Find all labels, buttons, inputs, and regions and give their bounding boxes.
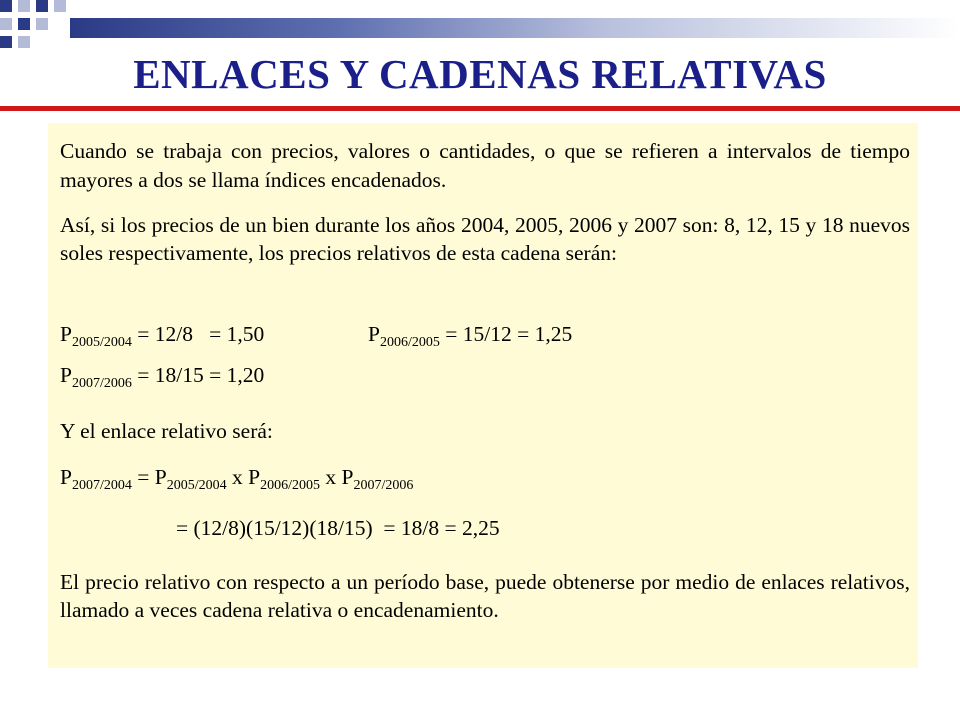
equation-result: = 18/15 = 1,20 [131,363,265,387]
paragraph-conclusion: El precio relativo con respecto a un período base, puede obtenerse por medio de enlaces relativos, llamado a veces cadena relativa o encadenamiento. [60,570,910,622]
corner-square [0,0,12,12]
chain-symbol: P [154,465,167,489]
equation-subscript: 2005/2004 [71,335,132,350]
corner-square [0,36,12,48]
chain-subscript: 2007/2004 [71,478,132,493]
header-gradient-band [70,18,960,38]
equation-subscript: 2006/2005 [379,335,440,350]
equation-p2005-2004 [60,322,264,351]
chain-symbol: P [60,465,72,489]
chain-symbol: P [341,465,354,489]
corner-square [54,0,66,12]
equation-p2007-2006 [60,363,264,392]
chain-subscript: 2006/2005 [260,478,320,493]
chain-times: x [319,465,342,489]
paragraph-intro: Cuando se trabaja con precios, valores o cantidades, o que se refieren a intervalos de tiempo mayores a dos se llama índices encadenados. [60,139,910,192]
corner-square [18,0,30,12]
chain-symbol: P [248,465,261,489]
corner-square [18,18,30,30]
equation-symbol: P [60,322,72,346]
title-underline [0,106,960,111]
corner-square [18,36,30,48]
corner-square [36,0,48,12]
chain-equals: = [131,465,155,489]
corner-square [0,18,12,30]
slide-title: ENLACES Y CADENAS RELATIVAS [133,51,827,97]
equation-result: = 12/8 = 1,50 [131,322,265,346]
chain-subscript: 2007/2006 [353,478,414,493]
equation-symbol: P [368,322,380,346]
paragraph-chain-intro: Y el enlace relativo será: [60,419,273,443]
equation-p2006-2005 [368,322,572,351]
chain-times: x [226,465,249,489]
paragraph-prices: Así, si los precios de un bien durante los años 2004, 2005, 2006 y 2007 son: 8, 12, 15 y 18 nuevos soles respectivamente, los precios relativos de esta cadena serán: [60,213,910,265]
equation-chain [60,465,413,494]
equation-subscript: 2007/2006 [71,376,132,391]
equation-symbol: P [60,363,72,387]
equation-result: = 15/12 = 1,25 [439,322,573,346]
chain-subscript: 2005/2004 [166,478,227,493]
equation-chain-result: = (12/8)(15/12)(18/15) = 18/8 = 2,25 [176,516,500,540]
corner-square [36,18,48,30]
